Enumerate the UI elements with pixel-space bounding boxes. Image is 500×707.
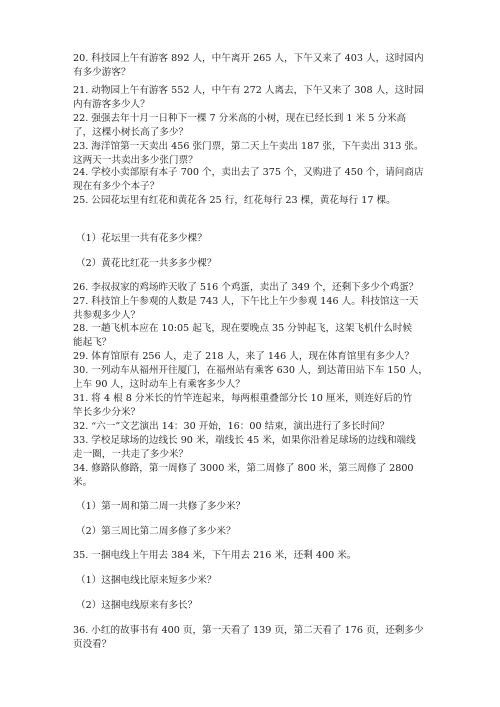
sub-question-line: （1）花坛里一共有花多少棵？ [76, 233, 207, 244]
problem-line: 25. 公园花坛里有红花和黄花各 25 行，红花每行 23 棵，黄花每行 17 棵。 [73, 195, 396, 206]
problem-line: 能起飞？ [73, 337, 112, 348]
problem-line: 了，这棵小树长高了多少？ [73, 127, 189, 138]
problem-line: 20. 科技园上午有游客 892 人，中午离开 265 人，下午又来了 403 人，这时园内 [73, 53, 424, 64]
sub-question-line: （1）第一周和第二周一共修了多少米？ [76, 501, 246, 512]
problem-line: 共参观多少人？ [73, 310, 141, 321]
problem-line: 36. 小红的故事书有 400 页，第一天看了 139 页，第二天看了 176 页，还剩多少 [73, 625, 424, 636]
problem-line: 21. 动物园上午有游客 552 人，中午有 272 人离去，下午又来了 308 人，这时园 [73, 85, 424, 96]
problem-line: 26. 李叔叔家的鸡场昨天收了 516 个鸡蛋，卖出了 349 个，还剩下多少个鸡蛋？ [73, 282, 419, 293]
problem-line: 27. 科技馆上午参观的人数是 743 人，下午比上午少参观 146 人。科技馆这一天 [73, 296, 419, 307]
problem-line: 现在有多少个本子？ [73, 181, 160, 192]
problem-line: 内有游客多少人？ [73, 99, 150, 110]
sub-question-line: （2）第三周比第二周多修了多少米？ [76, 526, 236, 537]
problem-line: 35. 一捆电线上午用去 384 米，下午用去 216 米，还剩 400 米。 [73, 550, 357, 561]
problem-line: 米。 [73, 477, 93, 488]
problem-line: 走一圈，一共走了多少米？ [73, 449, 189, 460]
problem-line: 33. 学校足球场的边线长 90 米，端线长 45 米，如果你沿着足球场的边线和端线 [73, 435, 416, 446]
problem-line: 页没看？ [73, 639, 112, 650]
problem-line: 34. 修路队修路，第一周修了 3000 米，第二周修了 800 米，第三周修了 2800 [73, 463, 414, 474]
problem-line: 29. 体育馆原有 256 人，走了 218 人，来了 146 人，现在体育馆里有多少人？ [73, 351, 414, 362]
sub-question-line: （2）这捆电线原来有多长？ [76, 600, 198, 611]
problem-line: 31. 将 4 根 8 分米长的竹竿连起来，每两根重叠部分长 10 厘米，则连好后的竹 [73, 393, 413, 404]
problem-line: 32. “六一”文艺演出 14：30 开始，16：00 结束，演出进行了多长时间？ [73, 421, 390, 432]
problem-line: 23. 海洋馆第一天卖出 456 张门票，第二天上午卖出 187 张，下午卖出 313 张。 [73, 141, 424, 152]
problem-line: 上车 90 人，这时动车上有乘客多少人？ [73, 379, 245, 390]
problem-line: 30. 一列动车从福州开往厦门，在福州站有乘客 630 人，到达莆田站下车 150 人， [73, 365, 428, 376]
problem-line: 有多少游客？ [73, 67, 131, 78]
problem-line: 24. 学校小卖部原有本子 700 个，卖出去了 375 个，又购进了 450 个，请问商店 [73, 167, 424, 178]
problem-line: 竿长多少分米？ [73, 407, 141, 418]
problem-line: 这两天一共卖出多少张门票？ [73, 155, 198, 166]
sub-question-line: （1）这捆电线比原来短多少米？ [76, 575, 217, 586]
problem-line: 28. 一趟飞机本应在 10:05 起飞，现在要晚点 35 分钟起飞，这架飞机什么时候 [73, 323, 412, 334]
problem-line: 22. 强强去年十月一日种下一棵 7 分米高的小树，现在已经长到 1 米 5 分米高 [73, 113, 407, 124]
sub-question-line: （2）黄花比红花一共多多少棵？ [76, 258, 217, 269]
